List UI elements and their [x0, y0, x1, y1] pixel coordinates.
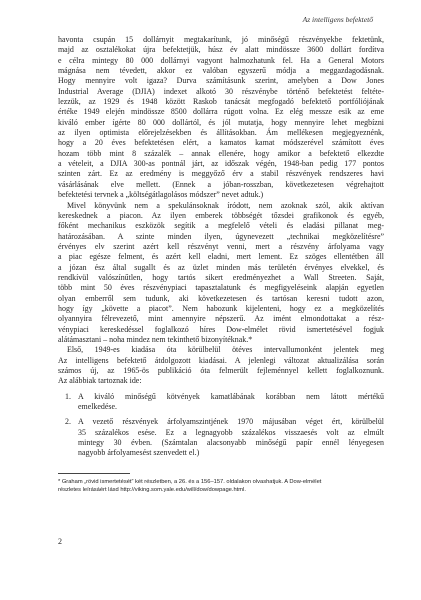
body-line: Első, 1949-es kiadása óta körülbelül ötéves intervallumonként jelentek meg: [67, 345, 384, 355]
body-line: Industrial Average (DJIA) indexet alkotó 30 részvénybe történő befektetést feltéte-: [58, 86, 384, 96]
body-line: Hogy mennyire volt igaza? Durva számításunk szerint, amelyben a Dow Jones: [58, 76, 384, 86]
list-item-text: 35 százalékos esése. Ez a legnagyobb százalékos visszaesés volt az elmúlt: [78, 427, 384, 437]
body-line: a józan ész által sugallt és az üzlet minden más területén érvényes elvekkel, és: [58, 262, 384, 272]
body-line: lezzük, az 1929 és 1948 között Raskob tanácsát megfogadó befektető portfóliójának: [58, 97, 384, 107]
body-line: e célra mintegy 80 000 dollárnyi vagyont halmozhatunk fel. Ha a General Motors: [58, 55, 384, 65]
body-line: Az intelligens befektető átdolgozott kiadásai. A jelenlegi változat aktualizálása során: [58, 355, 384, 365]
body-line: majd az osztalékokat újra befektetjük, húsz év alatt mindössze 3600 dollárt fordítva: [58, 45, 384, 55]
body-line: vásárlásának elve mellett. (Ennek a jóban-rosszban, következetesen végrehajtott: [58, 179, 384, 189]
list-item-first-line: [58, 392, 384, 402]
body-line: az ilyen optimista előrejelzésekben és állításokban. Ám mellékesen megjegyeznénk,: [58, 128, 384, 138]
body-line: Mivel könyvünk nem a spekulánsoknak íródott, nem azoknak szól, akik aktívan: [67, 200, 384, 210]
body-line: rendkívül valószínűtlen, hogy tartós sikert eredményezhet a Wall Streeten. Saját,: [58, 272, 384, 282]
footnote-line: * Graham „rövid ismertetését” két részletben, a 26. és a 156–157. oldalakon olvashatjuk. A Dow-elmélet: [58, 479, 322, 485]
body-line: a vételeit, a DJIA 300-as pontnál járt, az időszak végén, 1948-ban pedig 177 pontos: [58, 159, 384, 169]
body-line: olyannyira félrevezető, mint amennyire népszerű. Az imént elmondottakat a rész-: [58, 314, 384, 324]
list-item: [58, 417, 384, 458]
body-line: több mint 50 éves részvénypiaci tapasztalatunk és megfigyeléseink alapján egyetlen: [58, 283, 384, 293]
body-line: mágnása nem tévedett, akkor ez valóban egyszerű módja a meggazdagodásnak.: [58, 66, 384, 76]
footnote-line: részletes leírásáért lásd http://viking.som.yale.edu/will/dow/dowpage.html.: [58, 487, 246, 494]
body-line: számos új, az 1965-ös publikáció óta felmerült fejleménnyel kellett foglalkoznunk.: [58, 366, 384, 375]
body-line: főként mechanikus eszközök segítik a megfelelő vételi és eladási pillanat meg-: [58, 221, 384, 231]
body-line: havonta csupán 15 dollárnyit megtakarítunk, jó minőségű részvényekbe fektetünk,: [58, 35, 384, 44]
list-item-text: mintegy 30 évben. (Számtalan alacsonyabb minőségű papír ennél lényegesen: [78, 438, 384, 448]
list-item-text: nagyobb árfolyamesést szenvedett el.): [78, 448, 200, 458]
body-line: hozam több mint 8 százalék – annak ellenére, hogy amikor a befektető elkezdte: [58, 148, 384, 158]
body-paragraphs: [58, 35, 384, 387]
body-text: [58, 35, 384, 459]
body-line: hogy a 20 éves befektetésen elért, a kamatos kamat módszerével számított éves: [58, 138, 384, 148]
footnote: [58, 478, 384, 495]
list-item-first-line: [58, 417, 384, 427]
list-number: 1.: [65, 391, 71, 401]
list-item: [58, 392, 384, 413]
list-item-text: A kiváló minőségű kötvények kamatlábának korábban nem látott mértékű: [78, 391, 384, 401]
body-line: kiváló ember ígérte 80 000 dollártól, és jól mutatja, hogy mennyire lehet megbízni: [58, 117, 384, 127]
numbered-list: [58, 392, 384, 459]
page-number: 2: [58, 537, 62, 546]
body-line: olyan emberről sem tudunk, aki következetesen és tartósan keresni tudott azon,: [58, 293, 384, 303]
body-line: határozásában. A szinte minden ilyen, úgynevezett „technikai megközelítésre”: [58, 231, 384, 241]
body-line: alátámasztani – noha mindez nem tekinthető bizonyítéknak.*: [58, 334, 253, 344]
list-number: 2.: [65, 417, 71, 427]
body-line: vénypiaci kereskedéssel foglalkozó híres Dow-elmélet rövid ismertetésével fogjuk: [58, 324, 384, 334]
footnote-rule: [58, 473, 130, 474]
body-line: értéke 1949 elején mindössze 8500 dollárra rúgott volna. Ez elég messze esik az eme: [58, 107, 384, 117]
body-line: befektetési tervnek a „költségátlagolásos módszer” nevet adtuk.): [58, 190, 264, 200]
running-head: Az intelligens befektető: [302, 15, 373, 24]
list-item-text: A vezető részvények árfolyamszintjének 1970 májusában véget ért, körülbelül: [78, 417, 384, 427]
body-line: a piac egésze felment, és azért kell eladni, mert lement. Ez szöges ellentétben áll: [58, 252, 384, 262]
body-line: kereskednek a piacon. Az ilyen emberek többségét tőzsdei grafikonok és egyéb,: [58, 210, 384, 220]
body-line: Az alábbiak tartoznak ide:: [58, 376, 142, 386]
body-line: érvényes elv szerint azért kell részvényt venni, mert a részvény árfolyama vagy: [58, 241, 384, 251]
list-item-text: emelkedése.: [78, 402, 118, 412]
body-line: hogy így „követte a piacot”. Nem habozunk kijelenteni, hogy ez a megközelítés: [58, 303, 384, 313]
body-line: szinten zárt. Ez az eredmény is meggyőző érv a stabil részvények rendszeres havi: [58, 169, 384, 179]
